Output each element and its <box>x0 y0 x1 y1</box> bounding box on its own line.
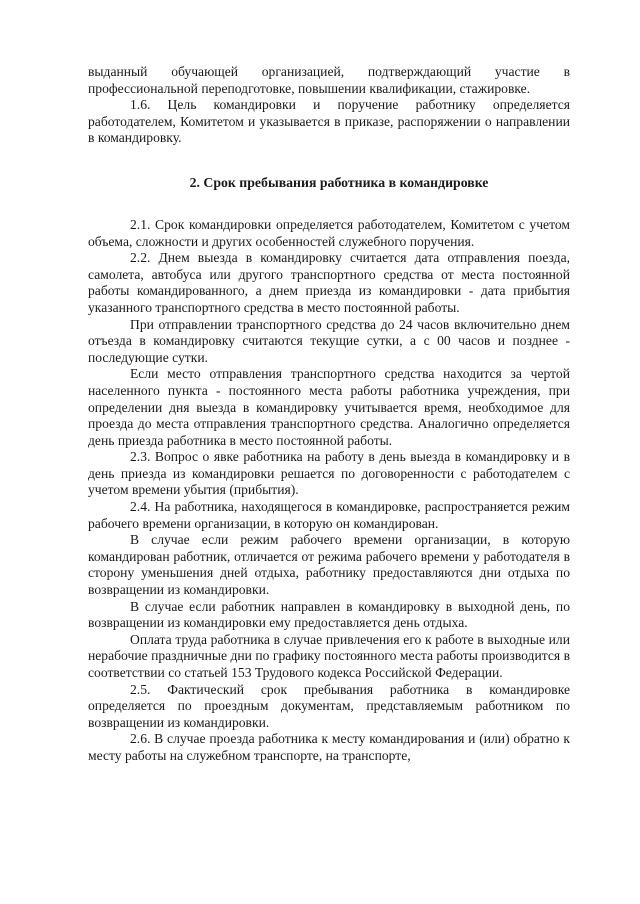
paragraph: 2.6. В случае проезда работника к месту командирования и (или) обратно к месту работы на служебном транспорте, на транспорте, <box>88 731 570 763</box>
paragraph: 2.2. Днем выезда в командировку считается дата отправления поезда, самолета, автобуса или другого транспортного средства от места постоянной работы командированного, а днем приезда из командировки - дата прибытия указанного транспортного средства в место постоянной работы. <box>88 250 570 315</box>
paragraph: В случае если работник направлен в командировку в выходной день, по возвращении из командировки ему предоставляется день отдыха. <box>88 598 570 631</box>
paragraph: 1.6. Цель командировки и поручение работнику определяется работодателем, Комитетом и указывается в приказе, распоряжении о направлении в командировку. <box>88 97 570 146</box>
paragraph: Оплата труда работника в случае привлечения его к работе в выходные или нерабочие праздничные дни по графику постоянного места работы производится в соответствии со статьей 153 Трудового кодекса Российской Федерации. <box>88 631 570 680</box>
paragraph: 2.4. На работника, находящегося в командировке, распространяется режим рабочего времени организации, в которую он командирован. <box>88 499 570 531</box>
section-heading: 2. Срок пребывания работника в командировке <box>189 174 489 190</box>
paragraph: В случае если режим рабочего времени организации, в которую командирован работник, отличается от режима рабочего времени у работодателя в сторону уменьшения дней отдыха, работнику предоставляются дни отдыха по возвращении из командировки. <box>88 532 570 598</box>
paragraph: 2.1. Срок командировки определяется работодателем, Комитетом с учетом объема, сложности и других особенностей служебного поручения. <box>88 216 570 249</box>
paragraph: Если место отправления транспортного средства находится за чертой населенного пункта - постоянного места работы работника учреждения, при определении дня выезда в командировку учитывается время, необходимое для проезда до места отправления транспортного средства. Аналогично определяется день приезда работника в место постоянной работы. <box>88 366 570 448</box>
paragraph: выданный обучающей организацией, подтверждающий участие в профессиональной переподготовке, повышении квалификации, стажировке. <box>88 64 570 96</box>
paragraph: 2.3. Вопрос о явке работника на работу в день выезда в командировку и в день приезда из командировки решается по договоренности с работодателем с учетом времени убытия (прибытия). <box>88 449 570 498</box>
paragraph: 2.5. Фактический срок пребывания работника в командировке определяется по проездным документам, представляемым работником по возвращении из командировки. <box>88 681 570 730</box>
paragraph: При отправлении транспортного средства до 24 часов включительно днем отъезда в командировку считаются текущие сутки, а с 00 часов и позднее - последующие сутки. <box>88 316 570 365</box>
